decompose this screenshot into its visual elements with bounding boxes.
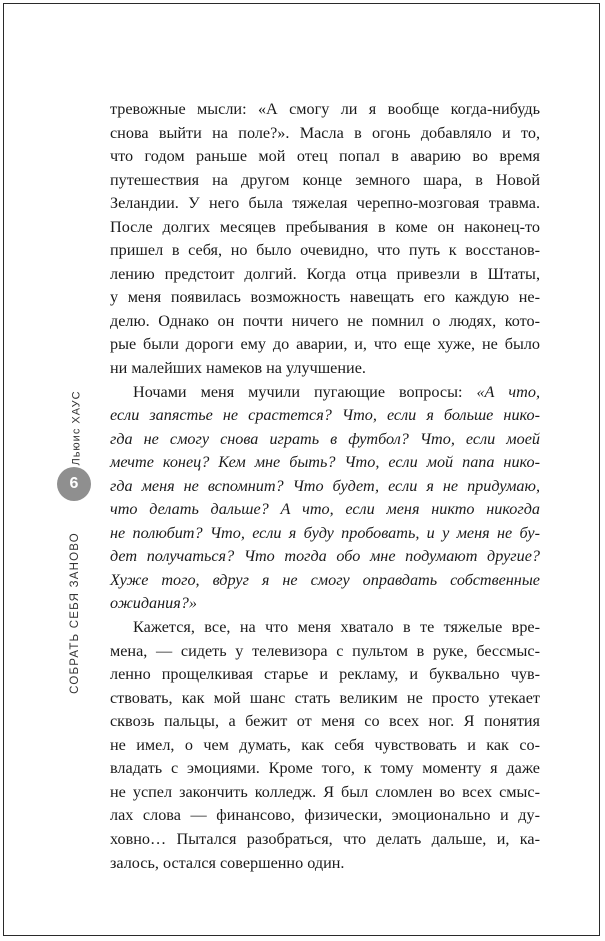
text-line-content: рые были дороги ему до аварии, и, что еще хуже, не было — [110, 335, 540, 354]
text-line — [110, 545, 540, 569]
page-number: 6 — [69, 475, 79, 492]
text-line-content: не полюбит? Что, если я буду пробовать, и у меня не бу- — [110, 523, 540, 542]
text-line-content: Зеландии. У него была тяжелая черепно-мозговая травма. — [110, 194, 540, 213]
text-line — [110, 757, 540, 781]
text-line-content: мена, — сидеть у телевизора с пультом в руке, бессмыс- — [110, 641, 540, 660]
text-line — [110, 710, 540, 734]
author-name: Льюис ХАУС — [71, 390, 83, 466]
text-line-content: не имел, о чем думать, как себя чувствовать и как со- — [110, 735, 540, 754]
text-line-content: снова выйти на поле?». Масла в огонь добавляло и то, — [110, 123, 540, 142]
text-line-content: тревожные мысли: «А смогу ли я вообще когда-нибудь — [110, 100, 540, 118]
body-text — [110, 98, 540, 875]
text-line — [110, 404, 540, 428]
text-line — [110, 569, 540, 593]
text-line-content: Кажется, все, на что меня хватало в те тяжелые вре- — [133, 618, 540, 637]
text-line — [110, 286, 540, 310]
book-page — [3, 3, 600, 936]
text-line — [110, 640, 540, 664]
text-line-content: лах слова — финансово, физически, эмоционально и ду- — [110, 806, 540, 825]
text-line-content: у меня появилась возможность навещать его каждую не- — [110, 288, 540, 307]
text-line — [110, 804, 540, 828]
text-line-content: дет получаться? Что тогда обо мне подумают другие? — [110, 547, 540, 566]
text-line — [110, 616, 540, 640]
text-line-content: путешествия на другом конце земного шара, в Новой — [110, 170, 540, 189]
text-line — [110, 239, 540, 263]
text-line-content: залось, остался совершенно один. — [110, 853, 345, 872]
text-line-content: ожидания?» — [110, 594, 197, 613]
text-line-content: мечте конец? Кем мне быть? Что, если мой папа нико- — [110, 453, 540, 472]
text-line-italic-tail: «А что, — [462, 382, 540, 401]
text-line — [110, 192, 540, 216]
text-line — [110, 498, 540, 522]
text-line-content: что делать дальше? А что, если меня никто никогда — [110, 500, 540, 519]
text-line — [110, 169, 540, 193]
text-line — [110, 381, 540, 405]
text-line-content: если запястье не срастется? Что, если я больше нико- — [110, 406, 540, 425]
text-line — [110, 828, 540, 852]
text-line-content: ленно прощелкивая старье и рекламу, и буквально чув- — [110, 665, 540, 684]
text-line — [110, 333, 540, 357]
text-line — [110, 310, 540, 334]
text-line — [110, 428, 540, 452]
text-line-content: гда меня не вспомнит? Что будет, если я не придумаю, — [110, 476, 540, 495]
text-line — [110, 687, 540, 711]
text-line — [110, 216, 540, 240]
text-line-content: что годом раньше мой отец попал в аварию во время — [110, 147, 540, 166]
text-line-content: ховно… Пытался разобраться, что делать дальше, и, ка- — [110, 829, 540, 848]
text-line — [110, 522, 540, 546]
running-head-title — [69, 532, 81, 694]
text-line-content: ни малейших намеков на улучшение. — [110, 359, 366, 378]
text-line-content: владать с эмоциями. Кроме того, к тому моменту я даже — [110, 759, 540, 778]
text-line — [110, 263, 540, 287]
text-line — [110, 852, 540, 876]
text-line — [110, 357, 540, 381]
text-line — [110, 451, 540, 475]
text-line-content: ствовать, как мой шанс стать великим не просто утекает — [110, 688, 540, 707]
running-head-author — [62, 390, 92, 466]
text-line-content: сквозь пальцы, а бежит от меня со всех ног. Я понятия — [110, 712, 540, 731]
text-line — [110, 734, 540, 758]
text-line — [110, 122, 540, 146]
page-number-badge — [57, 467, 91, 501]
text-line — [110, 145, 540, 169]
text-line-content: гда не смогу снова играть в футбол? Что, если моей — [110, 429, 540, 448]
text-line-content: Ночами меня мучили пугающие вопросы: — [133, 382, 463, 401]
text-line-content: После долгих месяцев пребывания в коме он наконец-то — [110, 217, 540, 236]
text-line-content: не успел закончить колледж. Я был сломлен во всех смыс- — [110, 782, 540, 801]
book-title: СОБРАТЬ СЕБЯ ЗАНОВО — [69, 532, 81, 694]
text-line — [110, 663, 540, 687]
text-line-content: Хуже того, вдруг я не смогу оправдать собственные — [110, 570, 540, 589]
text-line — [110, 781, 540, 805]
text-line-content: пришел в себя, но было очевидно, что путь к восстанов- — [110, 241, 540, 260]
text-line — [110, 98, 540, 122]
text-line — [110, 592, 540, 616]
text-line — [110, 475, 540, 499]
text-line-content: делю. Однако он почти ничего не помнил о людях, кото- — [110, 311, 540, 330]
text-line-content: лению предстоит долгий. Когда отца привезли в Штаты, — [110, 264, 540, 283]
